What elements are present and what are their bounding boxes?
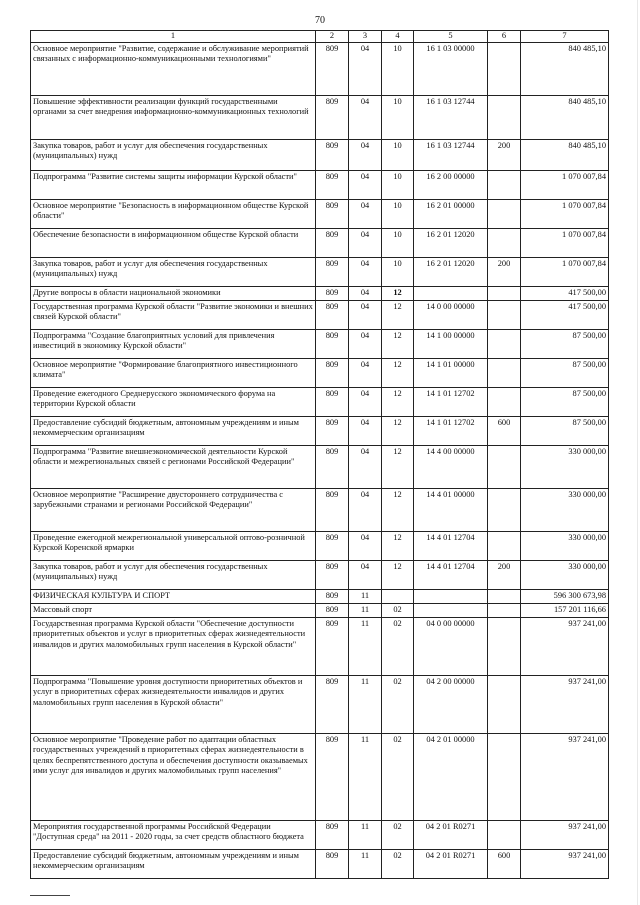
section-code-cell: 11 [349, 617, 382, 675]
table-row [31, 416, 609, 445]
amount-cell: 87 500,00 [521, 387, 609, 416]
target-article-cell: 16 1 03 00000 [414, 42, 488, 95]
section-code-cell: 04 [349, 228, 382, 257]
target-article-cell: 14 1 00 00000 [414, 329, 488, 358]
subsection-code-cell: 12 [382, 300, 414, 329]
table-row [31, 358, 609, 387]
row-name-cell: Основное мероприятие "Формирование благоприятного инвестиционного климата" [31, 358, 316, 387]
table-row [31, 849, 609, 878]
expense-type-cell [488, 228, 521, 257]
subsection-code-cell: 02 [382, 603, 414, 617]
expense-type-cell [488, 488, 521, 531]
target-article-cell: 16 1 03 12744 [414, 139, 488, 170]
table-header-row [31, 31, 609, 43]
section-code-cell: 04 [349, 199, 382, 228]
expense-type-cell [488, 445, 521, 488]
amount-cell: 330 000,00 [521, 531, 609, 560]
target-article-cell [414, 603, 488, 617]
section-code-cell: 04 [349, 95, 382, 139]
table-row [31, 617, 609, 675]
table-row [31, 257, 609, 286]
section-code-cell: 04 [349, 139, 382, 170]
target-article-cell: 04 2 00 00000 [414, 675, 488, 733]
ministry-code-cell: 809 [316, 675, 349, 733]
row-name-cell: Основное мероприятие "Расширение двустороннего сотрудничества с зарубежными странами и регионами Российской Федерации" [31, 488, 316, 531]
amount-cell: 840 485,10 [521, 42, 609, 95]
expense-type-cell: 200 [488, 139, 521, 170]
target-article-cell: 04 2 01 00000 [414, 733, 488, 820]
target-article-cell: 14 1 01 12702 [414, 416, 488, 445]
table-row [31, 589, 609, 603]
section-code-cell: 04 [349, 387, 382, 416]
subsection-code-cell: 10 [382, 257, 414, 286]
subsection-code-cell: 02 [382, 675, 414, 733]
section-code-cell: 04 [349, 531, 382, 560]
table-row [31, 603, 609, 617]
amount-cell: 1 070 007,84 [521, 257, 609, 286]
expense-type-cell [488, 199, 521, 228]
row-name-cell: Обеспечение безопасности в информационном обществе Курской области [31, 228, 316, 257]
target-article-cell: 14 1 01 12702 [414, 387, 488, 416]
table-row [31, 286, 609, 300]
subsection-code-cell: 10 [382, 199, 414, 228]
expense-type-cell [488, 531, 521, 560]
expense-type-cell: 200 [488, 257, 521, 286]
expense-type-cell [488, 358, 521, 387]
table-row [31, 329, 609, 358]
table-row [31, 560, 609, 589]
ministry-code-cell: 809 [316, 170, 349, 199]
target-article-cell: 14 4 01 00000 [414, 488, 488, 531]
table-row [31, 675, 609, 733]
target-article-cell: 04 2 01 R0271 [414, 849, 488, 878]
ministry-code-cell: 809 [316, 560, 349, 589]
ministry-code-cell: 809 [316, 488, 349, 531]
ministry-code-cell: 809 [316, 820, 349, 849]
column-header: 5 [414, 31, 488, 43]
subsection-code-cell: 12 [382, 286, 414, 300]
column-header: 6 [488, 31, 521, 43]
table-row [31, 300, 609, 329]
target-article-cell: 14 4 01 12704 [414, 531, 488, 560]
ministry-code-cell: 809 [316, 358, 349, 387]
row-name-cell: Предоставление субсидий бюджетным, автономным учреждениям и иным некоммерческим организациям [31, 849, 316, 878]
subsection-code-cell: 12 [382, 531, 414, 560]
expense-type-cell [488, 589, 521, 603]
row-name-cell: Проведение ежегодной межрегиональной универсальной оптово-розничной Курской Коренской ярмарки [31, 531, 316, 560]
row-name-cell: Государственная программа Курской области "Обеспечение доступности приоритетных объектов и услуг в приоритетных сферах жизнедеятельности инвалидов и других маломобильных групп населения в Курской области" [31, 617, 316, 675]
target-article-cell: 16 2 01 00000 [414, 199, 488, 228]
expense-type-cell [488, 286, 521, 300]
subsection-code-cell: 02 [382, 617, 414, 675]
ministry-code-cell: 809 [316, 257, 349, 286]
expense-type-cell [488, 170, 521, 199]
subsection-code-cell: 02 [382, 733, 414, 820]
expense-type-cell [488, 603, 521, 617]
target-article-cell: 14 1 01 00000 [414, 358, 488, 387]
ministry-code-cell: 809 [316, 617, 349, 675]
expense-type-cell [488, 329, 521, 358]
ministry-code-cell: 809 [316, 286, 349, 300]
ministry-code-cell: 809 [316, 329, 349, 358]
page-number: 70 [315, 15, 325, 26]
subsection-code-cell: 02 [382, 849, 414, 878]
table-row [31, 170, 609, 199]
row-name-cell: Основное мероприятие "Проведение работ по адаптации областных государственных учреждений в приоритетных сферах жизнедеятельности в целях беспрепятственного доступа и обеспечения доступности оказываемых ими услуг для инвалидов и других маломобильных групп населения" [31, 733, 316, 820]
target-article-cell [414, 589, 488, 603]
table-row [31, 139, 609, 170]
amount-cell: 937 241,00 [521, 820, 609, 849]
target-article-cell: 14 4 00 00000 [414, 445, 488, 488]
amount-cell: 840 485,10 [521, 95, 609, 139]
section-code-cell: 11 [349, 589, 382, 603]
target-article-cell: 14 0 00 00000 [414, 300, 488, 329]
row-name-cell: Подпрограмма "Повышение уровня доступности приоритетных объектов и услуг в приоритетных сферах жизнедеятельности инвалидов и других маломобильных групп населения в Курской области" [31, 675, 316, 733]
amount-cell: 87 500,00 [521, 358, 609, 387]
section-code-cell: 04 [349, 170, 382, 199]
amount-cell: 157 201 116,66 [521, 603, 609, 617]
expense-type-cell: 200 [488, 560, 521, 589]
ministry-code-cell: 809 [316, 531, 349, 560]
section-code-cell: 04 [349, 488, 382, 531]
table-row [31, 445, 609, 488]
amount-cell: 330 000,00 [521, 560, 609, 589]
amount-cell: 330 000,00 [521, 445, 609, 488]
table-row [31, 820, 609, 849]
target-article-cell: 16 2 00 00000 [414, 170, 488, 199]
expense-type-cell [488, 617, 521, 675]
subsection-code-cell: 12 [382, 416, 414, 445]
subsection-code-cell: 10 [382, 170, 414, 199]
ministry-code-cell: 809 [316, 300, 349, 329]
expense-type-cell [488, 42, 521, 95]
target-article-cell: 16 2 01 12020 [414, 257, 488, 286]
ministry-code-cell: 809 [316, 42, 349, 95]
budget-table [30, 30, 609, 879]
ministry-code-cell: 809 [316, 445, 349, 488]
amount-cell: 937 241,00 [521, 675, 609, 733]
section-code-cell: 11 [349, 603, 382, 617]
subsection-code-cell: 10 [382, 42, 414, 95]
row-name-cell: Основное мероприятие "Развитие, содержание и обслуживание мероприятий связанных с информационно-коммуникационными технологиями" [31, 42, 316, 95]
amount-cell: 596 300 673,98 [521, 589, 609, 603]
section-code-cell: 04 [349, 286, 382, 300]
subsection-code-cell: 12 [382, 445, 414, 488]
section-code-cell: 11 [349, 849, 382, 878]
subsection-code-cell: 10 [382, 228, 414, 257]
row-name-cell: Закупка товаров, работ и услуг для обеспечения государственных (муниципальных) нужд [31, 560, 316, 589]
amount-cell: 87 500,00 [521, 329, 609, 358]
page-edge [637, 0, 638, 905]
row-name-cell: Закупка товаров, работ и услуг для обеспечения государственных (муниципальных) нужд [31, 257, 316, 286]
row-name-cell: Государственная программа Курской области "Развитие экономики и внешних связей Курской области" [31, 300, 316, 329]
subsection-code-cell: 12 [382, 358, 414, 387]
footer-rule [30, 895, 70, 896]
section-code-cell: 04 [349, 416, 382, 445]
ministry-code-cell: 809 [316, 199, 349, 228]
row-name-cell: Основное мероприятие "Безопасность в информационном обществе Курской области" [31, 199, 316, 228]
column-header: 4 [382, 31, 414, 43]
table-row [31, 42, 609, 95]
ministry-code-cell: 809 [316, 416, 349, 445]
table-row [31, 387, 609, 416]
amount-cell: 1 070 007,84 [521, 228, 609, 257]
row-name-cell: Проведение ежегодного Среднерусского экономического форума на территории Курской области [31, 387, 316, 416]
section-code-cell: 04 [349, 445, 382, 488]
expense-type-cell [488, 300, 521, 329]
ministry-code-cell: 809 [316, 849, 349, 878]
amount-cell: 1 070 007,84 [521, 170, 609, 199]
expense-type-cell [488, 733, 521, 820]
expense-type-cell [488, 387, 521, 416]
subsection-code-cell: 12 [382, 560, 414, 589]
subsection-code-cell [382, 589, 414, 603]
column-header: 3 [349, 31, 382, 43]
ministry-code-cell: 809 [316, 139, 349, 170]
target-article-cell: 04 2 01 R0271 [414, 820, 488, 849]
amount-cell: 417 500,00 [521, 286, 609, 300]
amount-cell: 840 485,10 [521, 139, 609, 170]
target-article-cell: 04 0 00 00000 [414, 617, 488, 675]
expense-type-cell [488, 95, 521, 139]
amount-cell: 417 500,00 [521, 300, 609, 329]
row-name-cell: Массовый спорт [31, 603, 316, 617]
ministry-code-cell: 809 [316, 589, 349, 603]
row-name-cell: ФИЗИЧЕСКАЯ КУЛЬТУРА И СПОРТ [31, 589, 316, 603]
section-code-cell: 11 [349, 820, 382, 849]
row-name-cell: Закупка товаров, работ и услуг для обеспечения государственных (муниципальных) нужд [31, 139, 316, 170]
ministry-code-cell: 809 [316, 95, 349, 139]
table-row [31, 228, 609, 257]
subsection-code-cell: 12 [382, 387, 414, 416]
row-name-cell: Мероприятия государственной программы Российской Федерации "Доступная среда" на 2011 - 2020 годы, за счет средств областного бюджета [31, 820, 316, 849]
expense-type-cell [488, 820, 521, 849]
table-row [31, 95, 609, 139]
table-row [31, 531, 609, 560]
table-row [31, 199, 609, 228]
row-name-cell: Другие вопросы в области национальной экономики [31, 286, 316, 300]
amount-cell: 937 241,00 [521, 617, 609, 675]
amount-cell: 330 000,00 [521, 488, 609, 531]
amount-cell: 937 241,00 [521, 733, 609, 820]
column-header: 2 [316, 31, 349, 43]
subsection-code-cell: 12 [382, 329, 414, 358]
amount-cell: 87 500,00 [521, 416, 609, 445]
section-code-cell: 04 [349, 257, 382, 286]
amount-cell: 1 070 007,84 [521, 199, 609, 228]
section-code-cell: 04 [349, 329, 382, 358]
target-article-cell: 14 4 01 12704 [414, 560, 488, 589]
subsection-code-cell: 02 [382, 820, 414, 849]
row-name-cell: Повышение эффективности реализации функций государственными органами за счет внедрения информационно-коммуникационных технологий [31, 95, 316, 139]
section-code-cell: 11 [349, 733, 382, 820]
ministry-code-cell: 809 [316, 733, 349, 820]
ministry-code-cell: 809 [316, 387, 349, 416]
section-code-cell: 04 [349, 300, 382, 329]
column-header: 1 [31, 31, 316, 43]
subsection-code-cell: 10 [382, 139, 414, 170]
target-article-cell: 16 1 03 12744 [414, 95, 488, 139]
section-code-cell: 11 [349, 675, 382, 733]
amount-cell: 937 241,00 [521, 849, 609, 878]
expense-type-cell: 600 [488, 416, 521, 445]
table-body [31, 31, 609, 879]
subsection-code-cell: 12 [382, 488, 414, 531]
column-header: 7 [521, 31, 609, 43]
expense-type-cell: 600 [488, 849, 521, 878]
table-row [31, 733, 609, 820]
table-row [31, 488, 609, 531]
target-article-cell [414, 286, 488, 300]
row-name-cell: Подпрограмма "Создание благоприятных условий для привлечения инвестиций в экономику Курской области" [31, 329, 316, 358]
section-code-cell: 04 [349, 42, 382, 95]
row-name-cell: Предоставление субсидий бюджетным, автономным учреждениям и иным некоммерческим организациям [31, 416, 316, 445]
ministry-code-cell: 809 [316, 228, 349, 257]
section-code-cell: 04 [349, 358, 382, 387]
section-code-cell: 04 [349, 560, 382, 589]
target-article-cell: 16 2 01 12020 [414, 228, 488, 257]
row-name-cell: Подпрограмма "Развитие системы защиты информации Курской области" [31, 170, 316, 199]
row-name-cell: Подпрограмма "Развитие внешнеэкономической деятельности Курской области и межрегиональных связей с регионами Российской Федерации" [31, 445, 316, 488]
expense-type-cell [488, 675, 521, 733]
ministry-code-cell: 809 [316, 603, 349, 617]
subsection-code-cell: 10 [382, 95, 414, 139]
